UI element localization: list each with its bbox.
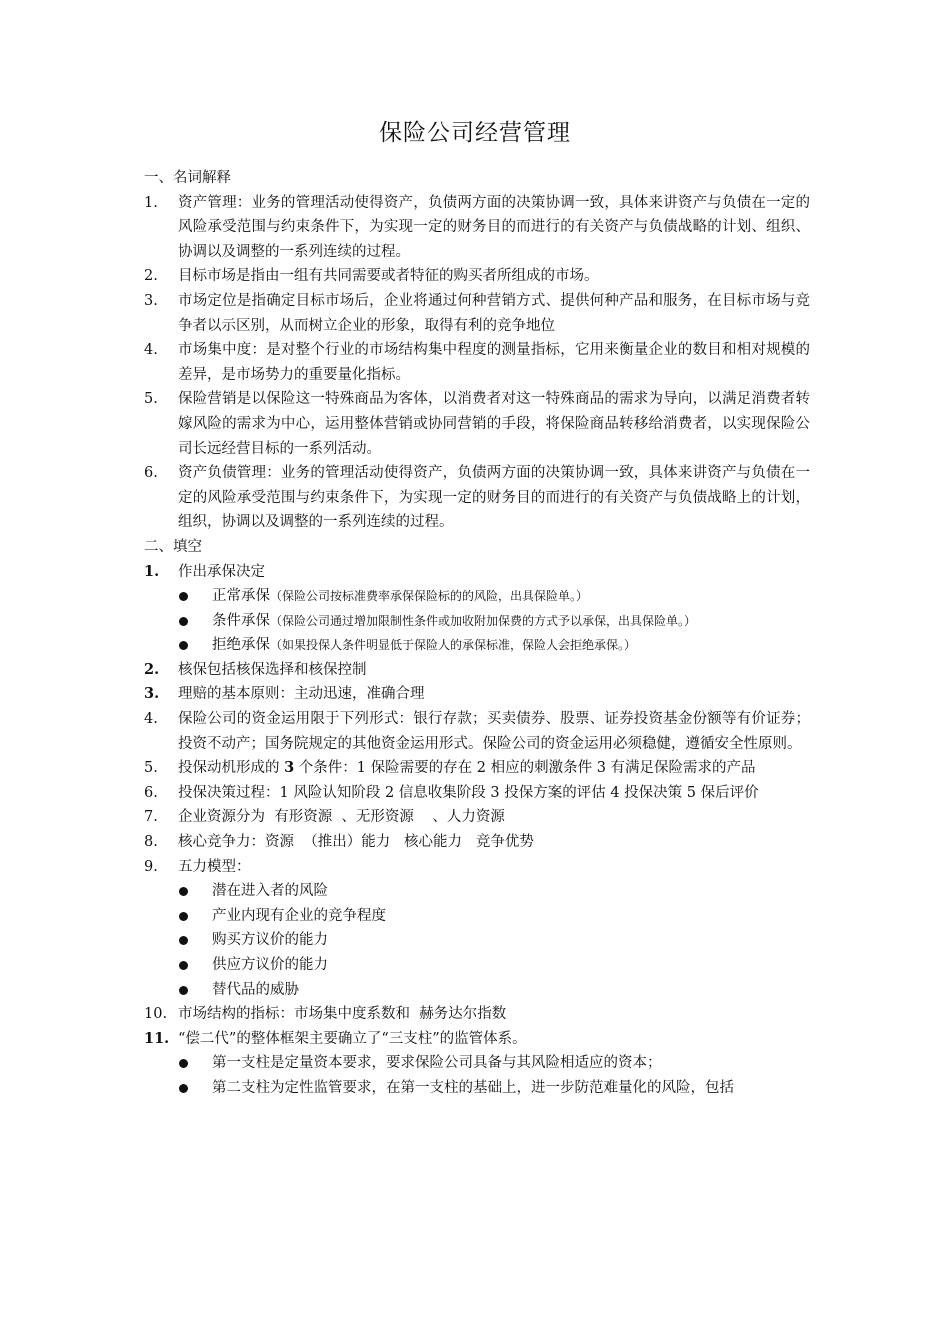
item-text: “偿二代”的整体框架主要确立了“三支柱”的监管体系。: [178, 1030, 527, 1047]
bullet-label: 正常承保: [212, 588, 270, 605]
fill-item: [144, 1002, 810, 1027]
item-number: 6.: [144, 465, 158, 482]
bullet-text: 第二支柱为定性监管要求，在第一支柱的基础上，进一步防范难量化的风险，包括: [212, 1079, 734, 1096]
three-pillars-list: [144, 1051, 810, 1100]
bullet-text: 潜在进入者的风险: [212, 883, 328, 900]
item-text: 核保包括核保选择和核保控制: [178, 661, 367, 678]
definition-item: [144, 191, 810, 265]
bullet-label: 条件承保: [212, 612, 270, 629]
definition-item: [144, 338, 810, 387]
item-text: 目标市场是指由一组有共同需要或者特征的购买者所组成的市场。: [178, 268, 599, 285]
item-text: 保险营销是以保险这一特殊商品为客体，以消费者对这一特殊商品的需求为导向，以满足消费者转嫁风险的需求为中心，运用整体营销或协同营销的手段，将保险商品转移给消费者，以实现保险公司长远经营目标的一系列活动。: [178, 391, 810, 457]
fill-item: [144, 1027, 810, 1052]
underwriting-decision-list: [144, 584, 810, 658]
item-text-bold: 3: [284, 759, 295, 777]
definition-item: [144, 289, 810, 338]
item-number: 1.: [144, 194, 158, 211]
bullet-icon: [179, 961, 188, 970]
fill-item: [144, 560, 810, 585]
list-item: [144, 904, 810, 929]
item-number: 7.: [144, 809, 158, 826]
section-heading-fill-in: 二、填空: [144, 538, 202, 555]
bullet-text: 替代品的威胁: [212, 981, 299, 998]
bullet-icon: [179, 1084, 188, 1093]
list-item: [144, 953, 810, 978]
definition-item: [144, 461, 810, 535]
item-text: 资产管理：业务的管理活动使得资产，负债两方面的决策协调一致，具体来讲资产与负债在一定的风险承受范围与约束条件下，为实现一定的财务目的而进行的有关资产与负债战略的计划、组织、协调以及调整的一系列连续的过程。: [178, 194, 810, 260]
item-text: 保险公司的资金运用限于下列形式：银行存款；买卖债券、股票、证券投资基金份额等有价证券；投资不动产；国务院规定的其他资金运用形式。保险公司的资金运用必须稳健，遵循安全性原则。: [178, 711, 810, 752]
fill-item: [144, 682, 810, 707]
bullet-icon: [179, 986, 188, 995]
item-number: 4.: [144, 711, 158, 728]
list-item: [144, 928, 810, 953]
bullet-icon: [179, 1059, 188, 1068]
item-text: 资产负债管理：业务的管理活动使得资产，负债两方面的决策协调一致，具体来讲资产与负债在一定的风险承受范围与约束条件下，为实现一定的财务目的而进行的有关资产与负债战略上的计划，组织，协调以及调整的一系列连续的过程。: [178, 465, 810, 531]
fill-item: [144, 781, 810, 806]
item-number: 5.: [144, 760, 158, 777]
document-body: [144, 166, 810, 1101]
item-number: 4.: [144, 342, 158, 359]
bullet-icon: [179, 617, 188, 626]
fill-item: [144, 707, 810, 756]
bullet-text: 产业内现有企业的竞争程度: [212, 907, 386, 924]
list-item: [144, 1076, 810, 1101]
fill-item: [144, 855, 810, 880]
list-item: [144, 584, 810, 609]
item-number: 2.: [144, 660, 160, 678]
bullet-icon: [179, 912, 188, 921]
bullet-text: 供应方议价的能力: [212, 957, 328, 973]
fill-item: [144, 805, 810, 830]
bullet-icon: [179, 641, 188, 650]
item-number: 2.: [144, 268, 158, 285]
bullet-note: （如果投保人条件明显低于保险人的承保标准，保险人会拒绝承保。）: [270, 638, 637, 653]
bullet-note: （保险公司通过增加限制性条件或加收附加保费的方式予以承保，出具保险单。）: [270, 613, 697, 628]
item-text-pre: 投保动机形成的: [178, 760, 285, 777]
bullet-icon: [179, 936, 188, 945]
definition-item: [144, 264, 810, 289]
fill-item: [144, 658, 810, 683]
fill-item: [144, 830, 810, 855]
item-text: 五力模型：: [178, 858, 251, 875]
item-number: 3.: [144, 292, 158, 309]
item-text: 核心竞争力：资源 （推出）能力 核心能力 竞争优势: [178, 834, 534, 851]
bullet-icon: [179, 592, 188, 601]
item-number: 10.: [144, 1006, 168, 1023]
list-item: [144, 978, 810, 1003]
list-item: [144, 633, 810, 658]
item-text: 理赔的基本原则：主动迅速，准确合理: [178, 686, 425, 703]
bullet-note: （保险公司按标准费率承保保险标的的风险，出具保险单。）: [270, 589, 589, 604]
item-number: 5.: [144, 391, 158, 408]
item-text: 投保决策过程：1 风险认知阶段 2 信息收集阶段 3 投保方案的评估 4 投保决策 5 保后评价: [178, 784, 759, 801]
item-number: 9.: [144, 858, 158, 875]
item-number: 1.: [144, 562, 160, 580]
item-number: 8.: [144, 834, 158, 851]
item-text-post: 个条件：1 保险需要的存在 2 相应的刺激条件 3 有满足保险需求的产品: [294, 760, 756, 777]
section-heading-definitions: 一、名词解释: [144, 170, 231, 186]
bullet-label: 拒绝承保: [212, 637, 270, 654]
fill-item: [144, 756, 810, 781]
item-text: 作出承保决定: [178, 563, 265, 580]
definition-item: [144, 387, 810, 461]
list-item: [144, 609, 810, 634]
item-number: 3.: [144, 685, 160, 703]
list-item: [144, 1051, 810, 1076]
five-forces-list: [144, 879, 810, 1002]
item-number: 11.: [144, 1029, 170, 1047]
list-item: [144, 879, 810, 904]
item-text: 企业资源分为 有形资源 、无形资源 、人力资源: [178, 809, 505, 826]
bullet-text: 第一支柱是定量资本要求，要求保险公司具备与其风险相适应的资本；: [212, 1055, 662, 1072]
item-text: 市场结构的指标：市场集中度系数和 赫务达尔指数: [178, 1006, 507, 1023]
document-title: 保险公司经营管理: [379, 120, 571, 146]
item-text: 市场集中度：是对整个行业的市场结构集中程度的测量指标，它用来衡量企业的数目和相对规模的差异，是市场势力的重要量化指标。: [178, 342, 810, 383]
bullet-text: 购买方议价的能力: [212, 932, 328, 949]
item-text: 市场定位是指确定目标市场后，企业将通过何种营销方式、提供何种产品和服务，在目标市场与竞争者以示区别，从而树立企业的形象，取得有利的竞争地位: [178, 292, 810, 334]
item-number: 6.: [144, 784, 158, 801]
bullet-icon: [179, 887, 188, 896]
